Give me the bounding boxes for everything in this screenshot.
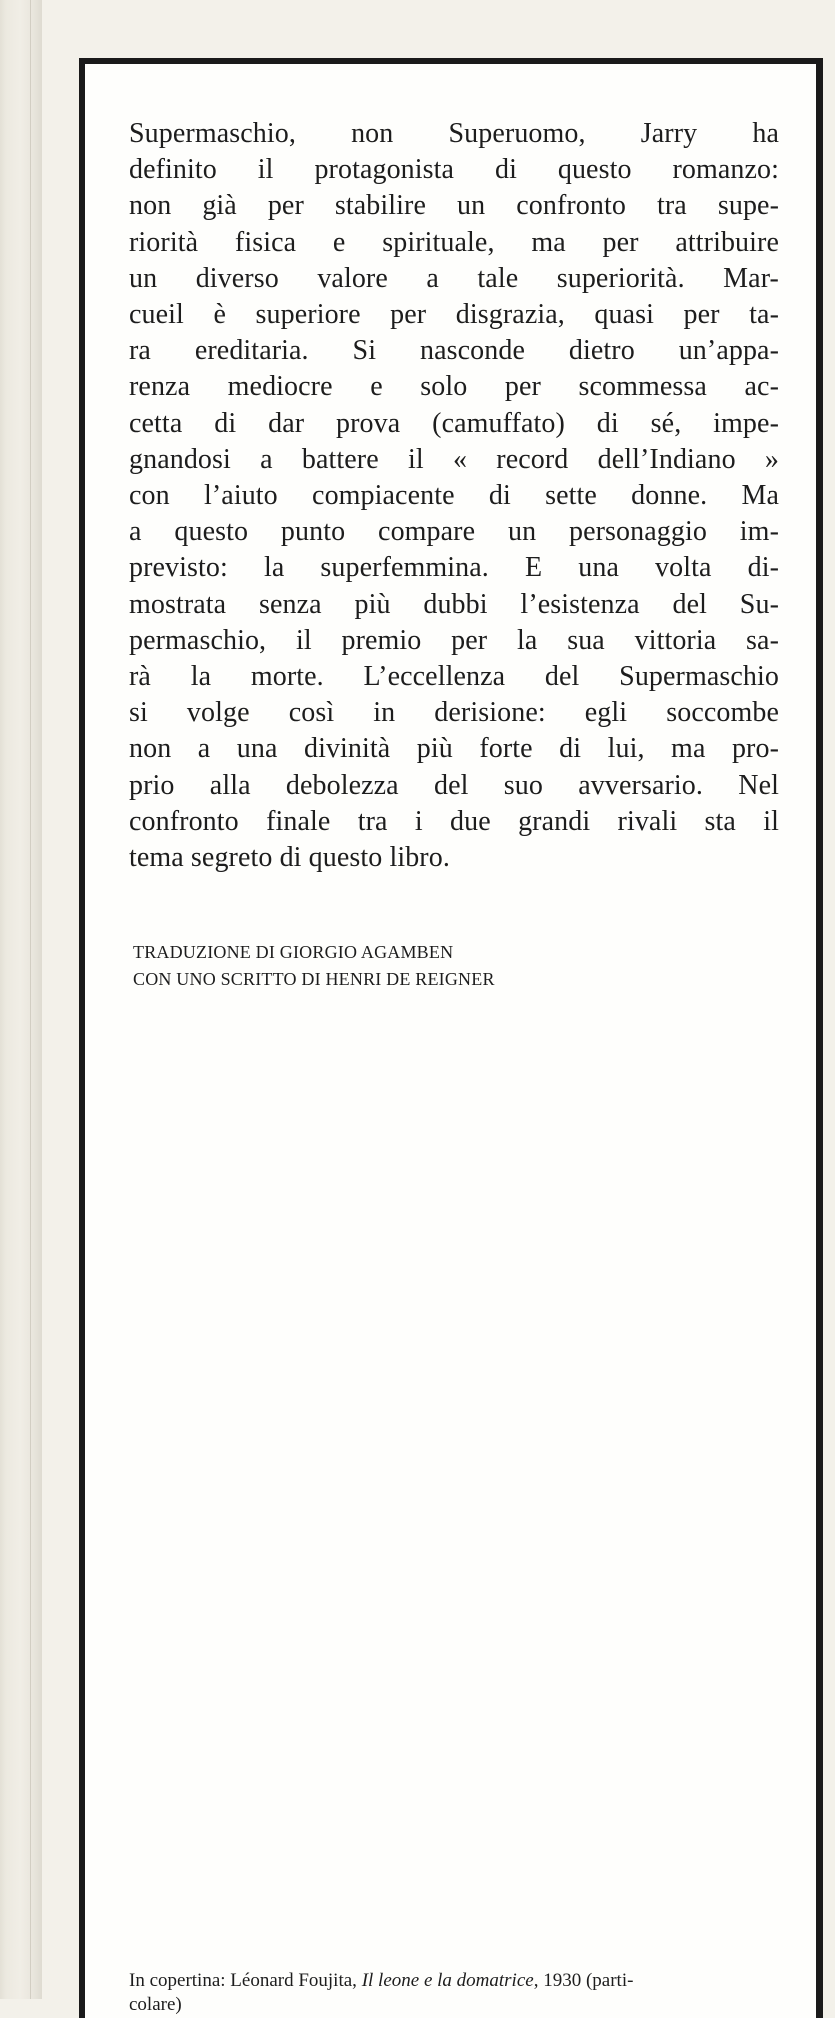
cover-image-credit — [129, 1969, 633, 2017]
blurb-line: si volge così in derisione: egli soccombe — [129, 697, 779, 729]
credits — [133, 939, 495, 993]
blurb-line: non a una divinità più forte di lui, ma pro- — [129, 733, 779, 765]
blurb-line: definito il protagonista di questo romanzo: — [129, 154, 779, 186]
book-spine-fold — [0, 0, 42, 1999]
blurb-line: cetta di dar prova (camuffato) di sé, impe- — [129, 407, 779, 439]
blurb-line: gnandosi a battere il « record dell’Indiano » — [129, 443, 779, 475]
blurb-line: previsto: la superfemmina. E una volta di- — [129, 552, 779, 584]
spine-crease — [30, 0, 31, 1999]
blurb-line: con l’aiuto compiacente di sette donne. Ma — [129, 480, 779, 512]
cover-credit-prefix: In copertina: Léonard Foujita, — [129, 1970, 362, 1991]
blurb-line: rà la morte. L’eccellenza del Supermaschio — [129, 661, 779, 693]
blurb-line: un diverso valore a tale superiorità. Mar- — [129, 262, 779, 294]
blurb-line: Supermaschio, non Superuomo, Jarry ha — [129, 118, 779, 149]
blurb-line: tema segreto di questo libro. — [129, 842, 450, 874]
essay-credit: CON UNO SCRITTO DI HENRI DE REIGNER — [133, 969, 495, 989]
blurb-line: ra ereditaria. Si nasconde dietro un’appa- — [129, 335, 779, 367]
blurb-text — [129, 116, 779, 876]
blurb-line: permaschio, il premio per la sua vittoria sa- — [129, 624, 779, 656]
blurb-line: riorità fisica e spirituale, ma per attribuire — [129, 226, 779, 258]
cover-artwork-title: Il leone e la domatrice — [361, 1970, 534, 1991]
blurb-line: mostrata senza più dubbi l’esistenza del Su- — [129, 588, 779, 620]
blurb-line: cueil è superiore per disgrazia, quasi per ta- — [129, 299, 779, 331]
cover-credit-suffix: , 1930 (parti- — [533, 1970, 634, 1991]
blurb-line: prio alla debolezza del suo avversario. Nel — [129, 769, 779, 801]
blurb-line: renza mediocre e solo per scommessa ac- — [129, 371, 779, 403]
blurb-line: a questo punto compare un personaggio im- — [129, 516, 779, 548]
blurb-line: confronto finale tra i due grandi rivali sta il — [129, 805, 779, 837]
cover-credit-continuation: colare) — [129, 1994, 182, 2015]
blurb-line: non già per stabilire un confronto tra supe- — [129, 190, 779, 222]
translation-credit: TRADUZIONE DI GIORGIO AGAMBEN — [133, 942, 454, 962]
